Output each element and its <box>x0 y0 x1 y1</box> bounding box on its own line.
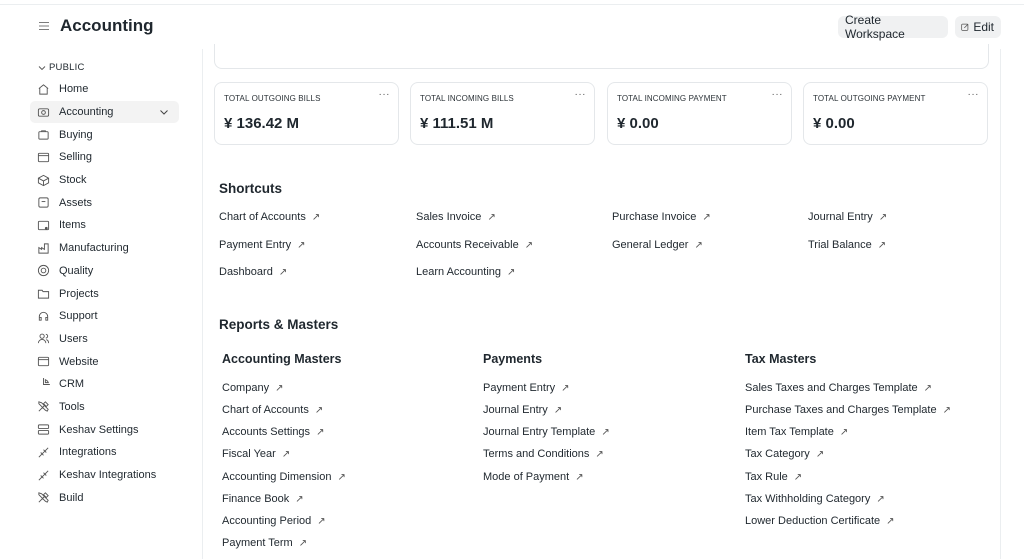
link-label: Journal Entry Template <box>483 426 596 438</box>
link-mode-of-payment[interactable] <box>483 471 584 483</box>
link-finance-book[interactable] <box>222 493 304 505</box>
link-label: Sales Taxes and Charges Template <box>745 382 918 394</box>
link-label: Item Tax Template <box>745 426 834 438</box>
shortcut-accounts-receivable[interactable] <box>416 239 533 251</box>
arrow-up-right-icon: ↗ <box>877 240 887 251</box>
link-terms-and-conditions[interactable] <box>483 448 604 460</box>
edit-icon <box>961 22 969 32</box>
sidebar-item-home[interactable] <box>30 78 182 101</box>
build-icon <box>37 491 50 504</box>
arrow-up-right-icon: ↗ <box>314 405 324 416</box>
link-label: Payment Entry <box>483 382 556 394</box>
arrow-up-right-icon: ↗ <box>317 516 326 527</box>
link-label: Company <box>222 382 270 394</box>
sidebar-item-label: Manufacturing <box>59 242 129 255</box>
shortcut-sales-invoice[interactable] <box>416 211 496 223</box>
link-label: Journal Entry <box>483 404 548 416</box>
sidebar-item-projects[interactable] <box>30 282 182 305</box>
shortcut-dashboard[interactable] <box>219 266 287 278</box>
arrow-up-right-icon: ↗ <box>886 516 895 527</box>
shortcut-journal-entry[interactable] <box>808 211 887 223</box>
card-accounting-masters-title: Accounting Masters <box>222 352 342 366</box>
sidebar-item-crm[interactable] <box>30 373 182 396</box>
website-icon <box>37 355 50 368</box>
sidebar-item-support[interactable] <box>30 305 182 328</box>
link-label: Payment Term <box>222 537 293 549</box>
arrow-up-right-icon: ↗ <box>281 449 291 460</box>
link-sales-taxes-template[interactable] <box>745 382 932 394</box>
link-tax-withholding-category[interactable] <box>745 493 885 505</box>
support-icon <box>37 310 50 323</box>
link-company[interactable] <box>222 382 283 394</box>
sidebar-item-accounting[interactable] <box>30 101 179 124</box>
number-card-label: TOTAL INCOMING BILLS <box>420 94 514 103</box>
page-header <box>0 5 1024 49</box>
buying-icon <box>37 128 50 141</box>
sidebar-item-label: Website <box>59 355 99 368</box>
shortcut-learn-accounting[interactable] <box>416 266 515 278</box>
arrow-up-right-icon: ↗ <box>311 212 321 223</box>
sidebar-item-manufacturing[interactable] <box>30 237 182 260</box>
accounting-icon <box>37 106 50 119</box>
sidebar-item-label: Integrations <box>59 446 117 459</box>
shortcut-label: Chart of Accounts <box>219 211 306 223</box>
sidebar-item-users[interactable] <box>30 328 182 351</box>
selling-icon <box>37 151 50 164</box>
number-card-total-outgoing-bills[interactable] <box>214 82 399 145</box>
sidebar-item-label: Home <box>59 83 89 96</box>
arrow-up-right-icon: ↗ <box>524 240 534 251</box>
shortcut-chart-of-accounts[interactable] <box>219 211 320 223</box>
arrow-up-right-icon: ↗ <box>561 383 570 394</box>
sidebar-nav <box>30 78 182 509</box>
link-accounting-dimension[interactable] <box>222 471 346 483</box>
shortcut-label: Dashboard <box>219 266 273 278</box>
more-options-icon[interactable]: ··· <box>378 89 390 100</box>
arrow-up-right-icon: ↗ <box>815 449 825 460</box>
sidebar-item-label: Tools <box>59 400 85 413</box>
settings-icon <box>37 423 50 436</box>
arrow-up-right-icon: ↗ <box>507 267 516 278</box>
chevron-down-icon <box>38 64 46 72</box>
arrow-up-right-icon: ↗ <box>297 240 306 251</box>
number-card-value: ¥ 111.51 M <box>420 115 494 132</box>
sidebar-item-label: Projects <box>59 287 99 300</box>
sidebar-item-label: Build <box>59 491 84 504</box>
link-label: Accounting Period <box>222 515 312 527</box>
number-card-total-incoming-payment[interactable] <box>607 82 792 145</box>
shortcut-payment-entry[interactable] <box>219 239 306 251</box>
integrations-icon <box>37 469 50 482</box>
link-payment-term[interactable] <box>222 537 307 549</box>
link-chart-of-accounts[interactable] <box>222 404 323 416</box>
link-label: Accounts Settings <box>222 426 311 438</box>
integrations-icon <box>37 446 50 459</box>
shortcut-trial-balance[interactable] <box>808 239 886 251</box>
link-payment-entry[interactable] <box>483 382 570 394</box>
link-journal-entry[interactable] <box>483 404 562 416</box>
link-tax-category[interactable] <box>745 448 824 460</box>
number-card-total-outgoing-payment[interactable] <box>803 82 988 145</box>
sidebar-item-label: Stock <box>59 174 87 187</box>
sidebar-item-buying[interactable] <box>30 123 182 146</box>
arrow-up-right-icon: ↗ <box>295 494 304 505</box>
shortcut-label: Sales Invoice <box>416 211 482 223</box>
sidebar-item-label: Support <box>59 310 98 323</box>
shortcut-label: Journal Entry <box>808 211 873 223</box>
link-label: Fiscal Year <box>222 448 276 460</box>
create-workspace-label: Create Workspace <box>845 13 905 41</box>
shortcut-label: General Ledger <box>612 239 689 251</box>
shortcuts-heading: Shortcuts <box>219 181 283 196</box>
arrow-up-right-icon: ↗ <box>878 212 888 223</box>
sidebar-item-label: Quality <box>59 264 94 277</box>
sidebar-item-label: Keshav Integrations <box>59 469 157 482</box>
arrow-up-right-icon: ↗ <box>839 427 849 438</box>
number-card-total-incoming-bills[interactable] <box>410 82 595 145</box>
sidebar-item-selling[interactable] <box>30 146 182 169</box>
main-border-right <box>1000 49 1001 559</box>
arrow-up-right-icon: ↗ <box>595 449 604 460</box>
menu-icon[interactable] <box>38 20 50 32</box>
link-lower-deduction-certificate[interactable] <box>745 515 895 527</box>
sidebar-item-stock[interactable] <box>30 169 182 192</box>
shortcut-label: Trial Balance <box>808 239 872 251</box>
number-card-value: ¥ 0.00 <box>617 115 659 132</box>
more-options-icon[interactable]: ··· <box>967 89 979 100</box>
shortcut-label: Payment Entry <box>219 239 292 251</box>
number-card-label: TOTAL OUTGOING PAYMENT <box>813 94 926 103</box>
shortcut-purchase-invoice[interactable] <box>612 211 711 223</box>
arrow-up-right-icon: ↗ <box>553 405 563 416</box>
link-label: Tax Withholding Category <box>745 493 871 505</box>
home-icon <box>37 83 50 96</box>
chevron-down-icon[interactable] <box>159 107 169 117</box>
link-label: Mode of Payment <box>483 471 570 483</box>
shortcut-label: Learn Accounting <box>416 266 502 278</box>
link-tax-rule[interactable] <box>745 471 802 483</box>
arrow-up-right-icon: ↗ <box>275 383 284 394</box>
sidebar-item-tools[interactable] <box>30 396 182 419</box>
reports-masters-heading: Reports & Masters <box>219 317 339 332</box>
link-accounting-period[interactable] <box>222 515 326 527</box>
link-label: Accounting Dimension <box>222 471 332 483</box>
arrow-up-right-icon: ↗ <box>337 472 346 483</box>
link-fiscal-year[interactable] <box>222 448 290 460</box>
crm-icon <box>37 378 50 391</box>
create-workspace-button[interactable] <box>838 13 948 41</box>
main-border-left <box>202 49 203 559</box>
link-accounts-settings[interactable] <box>222 426 324 438</box>
quality-icon <box>37 264 50 277</box>
arrow-up-right-icon: ↗ <box>487 212 496 223</box>
sidebar-item-label: Buying <box>59 128 93 141</box>
number-card-label: TOTAL INCOMING PAYMENT <box>617 94 727 103</box>
arrow-up-right-icon: ↗ <box>298 538 308 549</box>
sidebar-section-public[interactable] <box>38 62 85 73</box>
arrow-up-right-icon: ↗ <box>942 405 951 416</box>
sidebar-item-label: Assets <box>59 196 93 209</box>
more-options-icon[interactable]: ··· <box>771 89 783 100</box>
chart-card-partial <box>214 44 989 69</box>
sidebar-item-items[interactable] <box>30 214 182 237</box>
link-journal-entry-template[interactable] <box>483 426 610 438</box>
stock-icon <box>37 174 50 187</box>
sidebar-item-website[interactable] <box>30 350 182 373</box>
tools-icon <box>37 400 50 413</box>
link-label: Chart of Accounts <box>222 404 309 416</box>
shortcut-general-ledger[interactable] <box>612 239 703 251</box>
sidebar-item-label: Items <box>59 219 86 232</box>
arrow-up-right-icon: ↗ <box>793 472 803 483</box>
arrow-up-right-icon: ↗ <box>575 472 584 483</box>
arrow-up-right-icon: ↗ <box>601 427 610 438</box>
sidebar-item-keshav-settings[interactable] <box>30 418 182 441</box>
manufacturing-icon <box>37 242 50 255</box>
sidebar-item-keshav-integrations[interactable] <box>30 464 182 487</box>
number-card-value: ¥ 0.00 <box>813 115 855 132</box>
link-purchase-taxes-template[interactable] <box>745 404 951 416</box>
arrow-up-right-icon: ↗ <box>278 267 288 278</box>
page-title: Accounting <box>60 16 154 35</box>
sidebar-item-label: Accounting <box>59 106 114 119</box>
users-icon <box>37 332 50 345</box>
link-item-tax-template[interactable] <box>745 426 848 438</box>
sidebar-item-label: CRM <box>59 378 85 391</box>
sidebar-item-label: Selling <box>59 151 93 164</box>
arrow-up-right-icon: ↗ <box>702 212 711 223</box>
link-label: Finance Book <box>222 493 290 505</box>
number-card-label: TOTAL OUTGOING BILLS <box>224 94 321 103</box>
link-label: Terms and Conditions <box>483 448 590 460</box>
more-options-icon[interactable]: ··· <box>574 89 586 100</box>
edit-button[interactable] <box>955 16 1001 38</box>
number-card-value: ¥ 136.42 M <box>224 115 300 132</box>
arrow-up-right-icon: ↗ <box>923 383 933 394</box>
arrow-up-right-icon: ↗ <box>316 427 325 438</box>
sidebar-item-assets[interactable] <box>30 191 182 214</box>
link-label: Tax Category <box>745 448 810 460</box>
sidebar-item-quality[interactable] <box>30 260 182 283</box>
link-label: Tax Rule <box>745 471 788 483</box>
sidebar-section-label: PUBLIC <box>49 62 85 73</box>
sidebar-item-label: Users <box>59 332 88 345</box>
shortcut-label: Purchase Invoice <box>612 211 697 223</box>
link-label: Lower Deduction Certificate <box>745 515 881 527</box>
assets-icon <box>37 196 50 209</box>
sidebar-item-label: Keshav Settings <box>59 423 139 436</box>
projects-icon <box>37 287 50 300</box>
sidebar-item-build[interactable] <box>30 486 182 509</box>
items-icon <box>37 219 50 232</box>
arrow-up-right-icon: ↗ <box>694 240 703 251</box>
card-payments-title: Payments <box>483 352 543 366</box>
arrow-up-right-icon: ↗ <box>876 494 885 505</box>
sidebar-item-integrations[interactable] <box>30 441 182 464</box>
edit-label: Edit <box>973 20 994 34</box>
link-label: Purchase Taxes and Charges Template <box>745 404 937 416</box>
card-tax-masters-title: Tax Masters <box>745 352 817 366</box>
shortcut-label: Accounts Receivable <box>416 239 519 251</box>
